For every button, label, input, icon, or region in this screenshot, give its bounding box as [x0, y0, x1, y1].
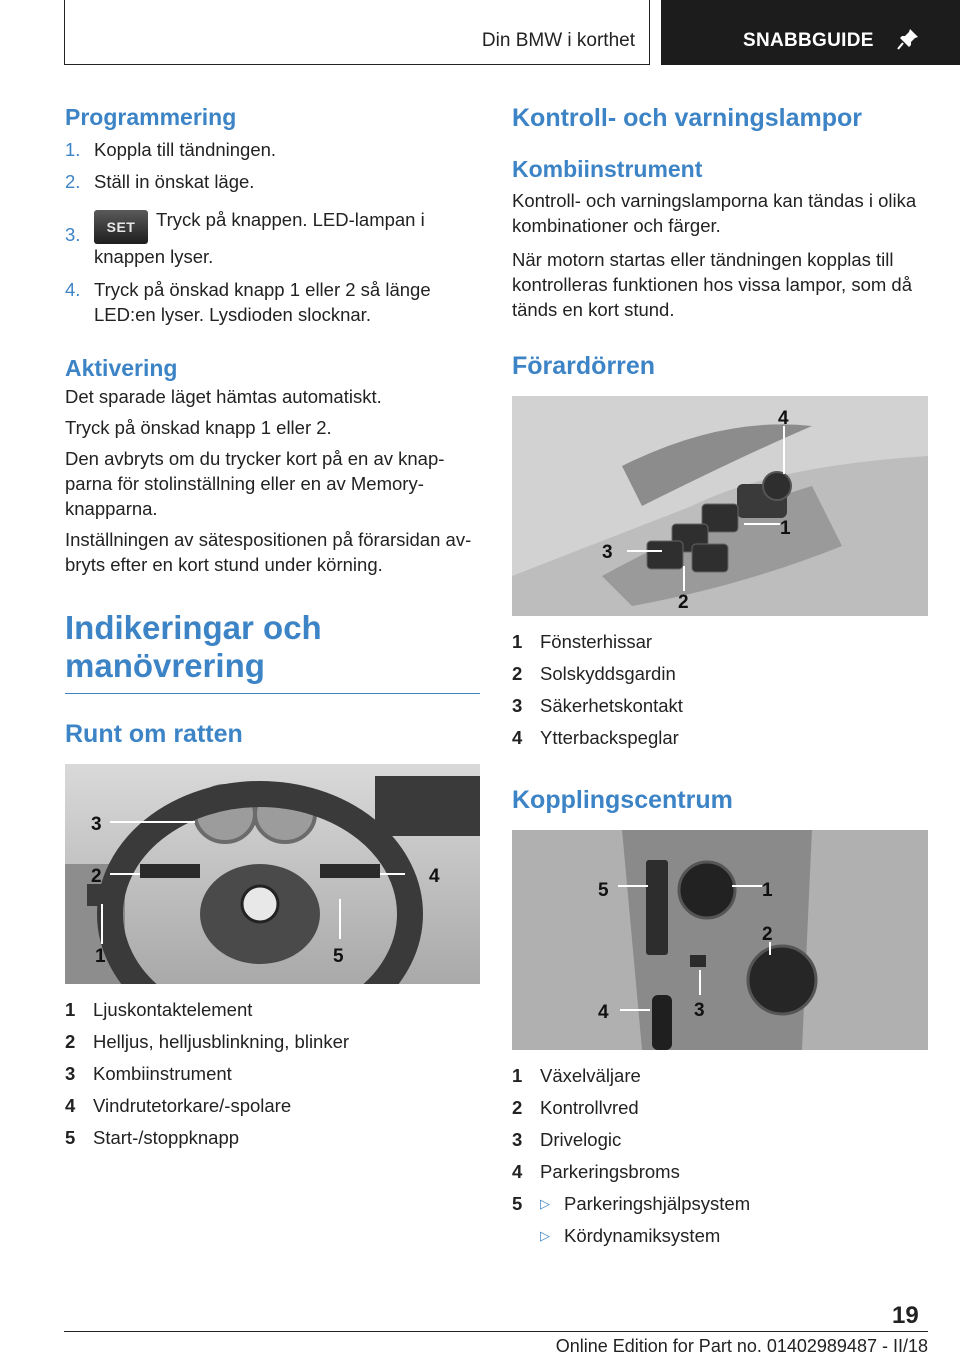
heading-kombiinstrument: Kombiinstrument [512, 156, 703, 182]
aktivering-paragraph: Inställningen av sätespositionen på förarsidan avbryts efter en kort stund under körning. [65, 529, 472, 575]
callout-label: 5 [598, 880, 609, 901]
callout-label: 1 [780, 518, 791, 539]
legend-text: Ytterbackspeglar [540, 727, 679, 748]
legend-number: 1 [65, 999, 76, 1020]
legend-text: Drivelogic [540, 1129, 622, 1150]
step-number: 1. [65, 139, 81, 160]
ratten-legend [65, 994, 480, 1154]
legend-text: Vindrutetorkare/-spolare [93, 1095, 292, 1116]
legend-number: 2 [512, 663, 523, 684]
legend-text: Helljus, helljusblinkning, blinker [93, 1031, 350, 1052]
legend-item [512, 1124, 928, 1156]
heading-aktivering: Aktivering [65, 355, 178, 381]
heading-kopplingscentrum: Kopplingscentrum [512, 786, 733, 814]
legend-item [512, 626, 928, 658]
step-number: 2. [65, 171, 81, 192]
step-number: 4. [65, 279, 81, 300]
callout-label: 4 [778, 408, 789, 429]
callout-label: 4 [598, 1002, 609, 1023]
set-button-image: SET [94, 210, 148, 244]
legend-text: Kontrollvred [540, 1097, 639, 1118]
callout-label: 1 [762, 880, 773, 901]
triangle-bullet-icon: ▷ [540, 1196, 550, 1211]
switch-center-photo [512, 830, 928, 1050]
legend-number: 4 [512, 1161, 523, 1182]
footer-divider [64, 1331, 928, 1332]
legend-text: Ljuskontaktelement [93, 999, 253, 1020]
callout-label: 3 [694, 1000, 705, 1021]
heading-programmering: Programmering [65, 104, 237, 130]
callout-label: 2 [678, 592, 689, 613]
legend-item [65, 1122, 480, 1154]
legend-item [512, 1092, 928, 1124]
door-legend [512, 626, 928, 754]
step-number: 3. [65, 224, 81, 245]
step-text: Ställ in önskat läge. [94, 171, 255, 192]
legend-number: 1 [512, 1065, 523, 1086]
legend-number: 4 [512, 727, 523, 748]
aktivering-paragraph: Det sparade läget hämtas automatiskt. [65, 386, 382, 407]
legend-text: Start-/stoppknapp [93, 1127, 240, 1148]
aktivering-paragraph: Tryck på önskad knapp 1 eller 2. [65, 417, 332, 438]
step-item [65, 169, 480, 194]
steering-wheel-photo [65, 764, 480, 984]
legend-item [512, 722, 928, 754]
header-chapter: Din BMW i korthet [481, 30, 635, 51]
step-text: Koppla till tändningen. [94, 139, 277, 160]
header-section-box [661, 0, 960, 65]
legend-item [65, 1058, 480, 1090]
callout-label: 3 [91, 814, 102, 835]
legend-text: Fönsterhissar [540, 631, 653, 652]
heading-forardorren: Förardörren [512, 352, 656, 380]
legend-item [512, 658, 928, 690]
legend-number: 5 [65, 1127, 76, 1148]
legend-number: 3 [65, 1063, 76, 1084]
step-item [65, 207, 480, 269]
callout-label: 2 [91, 866, 102, 887]
legend-item [65, 1026, 480, 1058]
footer-edition: Online Edition for Part no. 01402989487 - II/18 [555, 1336, 928, 1356]
driver-door-photo [512, 396, 928, 616]
legend-item [512, 1156, 928, 1188]
switch-legend [512, 1060, 928, 1252]
legend-text: Solskyddsgardin [540, 663, 676, 684]
step-text: Tryck på knappen. LED-lampan i knappen lyser. [94, 209, 425, 267]
callout-label: 2 [762, 924, 773, 945]
header-chapter-box [64, 0, 650, 65]
left-column [65, 100, 480, 1154]
legend-number: 1 [512, 631, 523, 652]
legend-text: Växelväljare [540, 1065, 641, 1086]
right-column [512, 100, 928, 1252]
kombi-paragraph: Kontroll- och varningslamporna kan tändas i olika kombinationer och färger. [512, 190, 917, 236]
legend-number: 4 [65, 1095, 76, 1116]
step-item [65, 277, 480, 327]
legend-text: Parkeringshjälpsystem [564, 1193, 751, 1214]
legend-number: 2 [512, 1097, 523, 1118]
legend-text: Parkeringsbroms [540, 1161, 680, 1182]
triangle-bullet-icon: ▷ [540, 1228, 550, 1243]
legend-item [65, 1090, 480, 1122]
programmering-steps [65, 137, 480, 327]
step-item [65, 137, 480, 162]
legend-text: Säkerhetskontakt [540, 695, 683, 716]
kombi-paragraph: När motorn startas eller tändningen kopplas till kontrolleras funktionen hos vissa lampor, som då tänds en kort stund. [512, 249, 913, 320]
legend-item [512, 1188, 928, 1220]
callout-label: 5 [333, 946, 344, 967]
header-section: SNABBGUIDE [743, 30, 874, 51]
legend-text: Kördynamiksystem [564, 1225, 721, 1246]
legend-item [65, 994, 480, 1026]
legend-number: 3 [512, 695, 523, 716]
heading-runt-om-ratten: Runt om ratten [65, 720, 243, 748]
legend-number: 3 [512, 1129, 523, 1150]
pin-icon [897, 28, 919, 50]
legend-text: Kombiinstrument [93, 1063, 232, 1084]
heading-indikeringar: Indikeringar och manövrering [65, 609, 480, 694]
callout-label: 1 [95, 946, 106, 967]
aktivering-paragraph: Den avbryts om du trycker kort på en av knapparna för stolinställning eller en av Memory-knapparna. [65, 448, 445, 519]
heading-kontroll: Kontroll- och varningslampor [512, 104, 863, 132]
legend-number: 2 [65, 1031, 76, 1052]
legend-item [512, 1060, 928, 1092]
callout-label: 3 [602, 542, 613, 563]
callout-label: 4 [429, 866, 440, 887]
legend-item [512, 1220, 928, 1252]
step-text: Tryck på önskad knapp 1 eller 2 så länge LED:en lyser. Lysdioden slocknar. [94, 279, 431, 325]
legend-number: 5 [512, 1193, 523, 1214]
page-number: 19 [892, 1302, 919, 1329]
legend-item [512, 690, 928, 722]
